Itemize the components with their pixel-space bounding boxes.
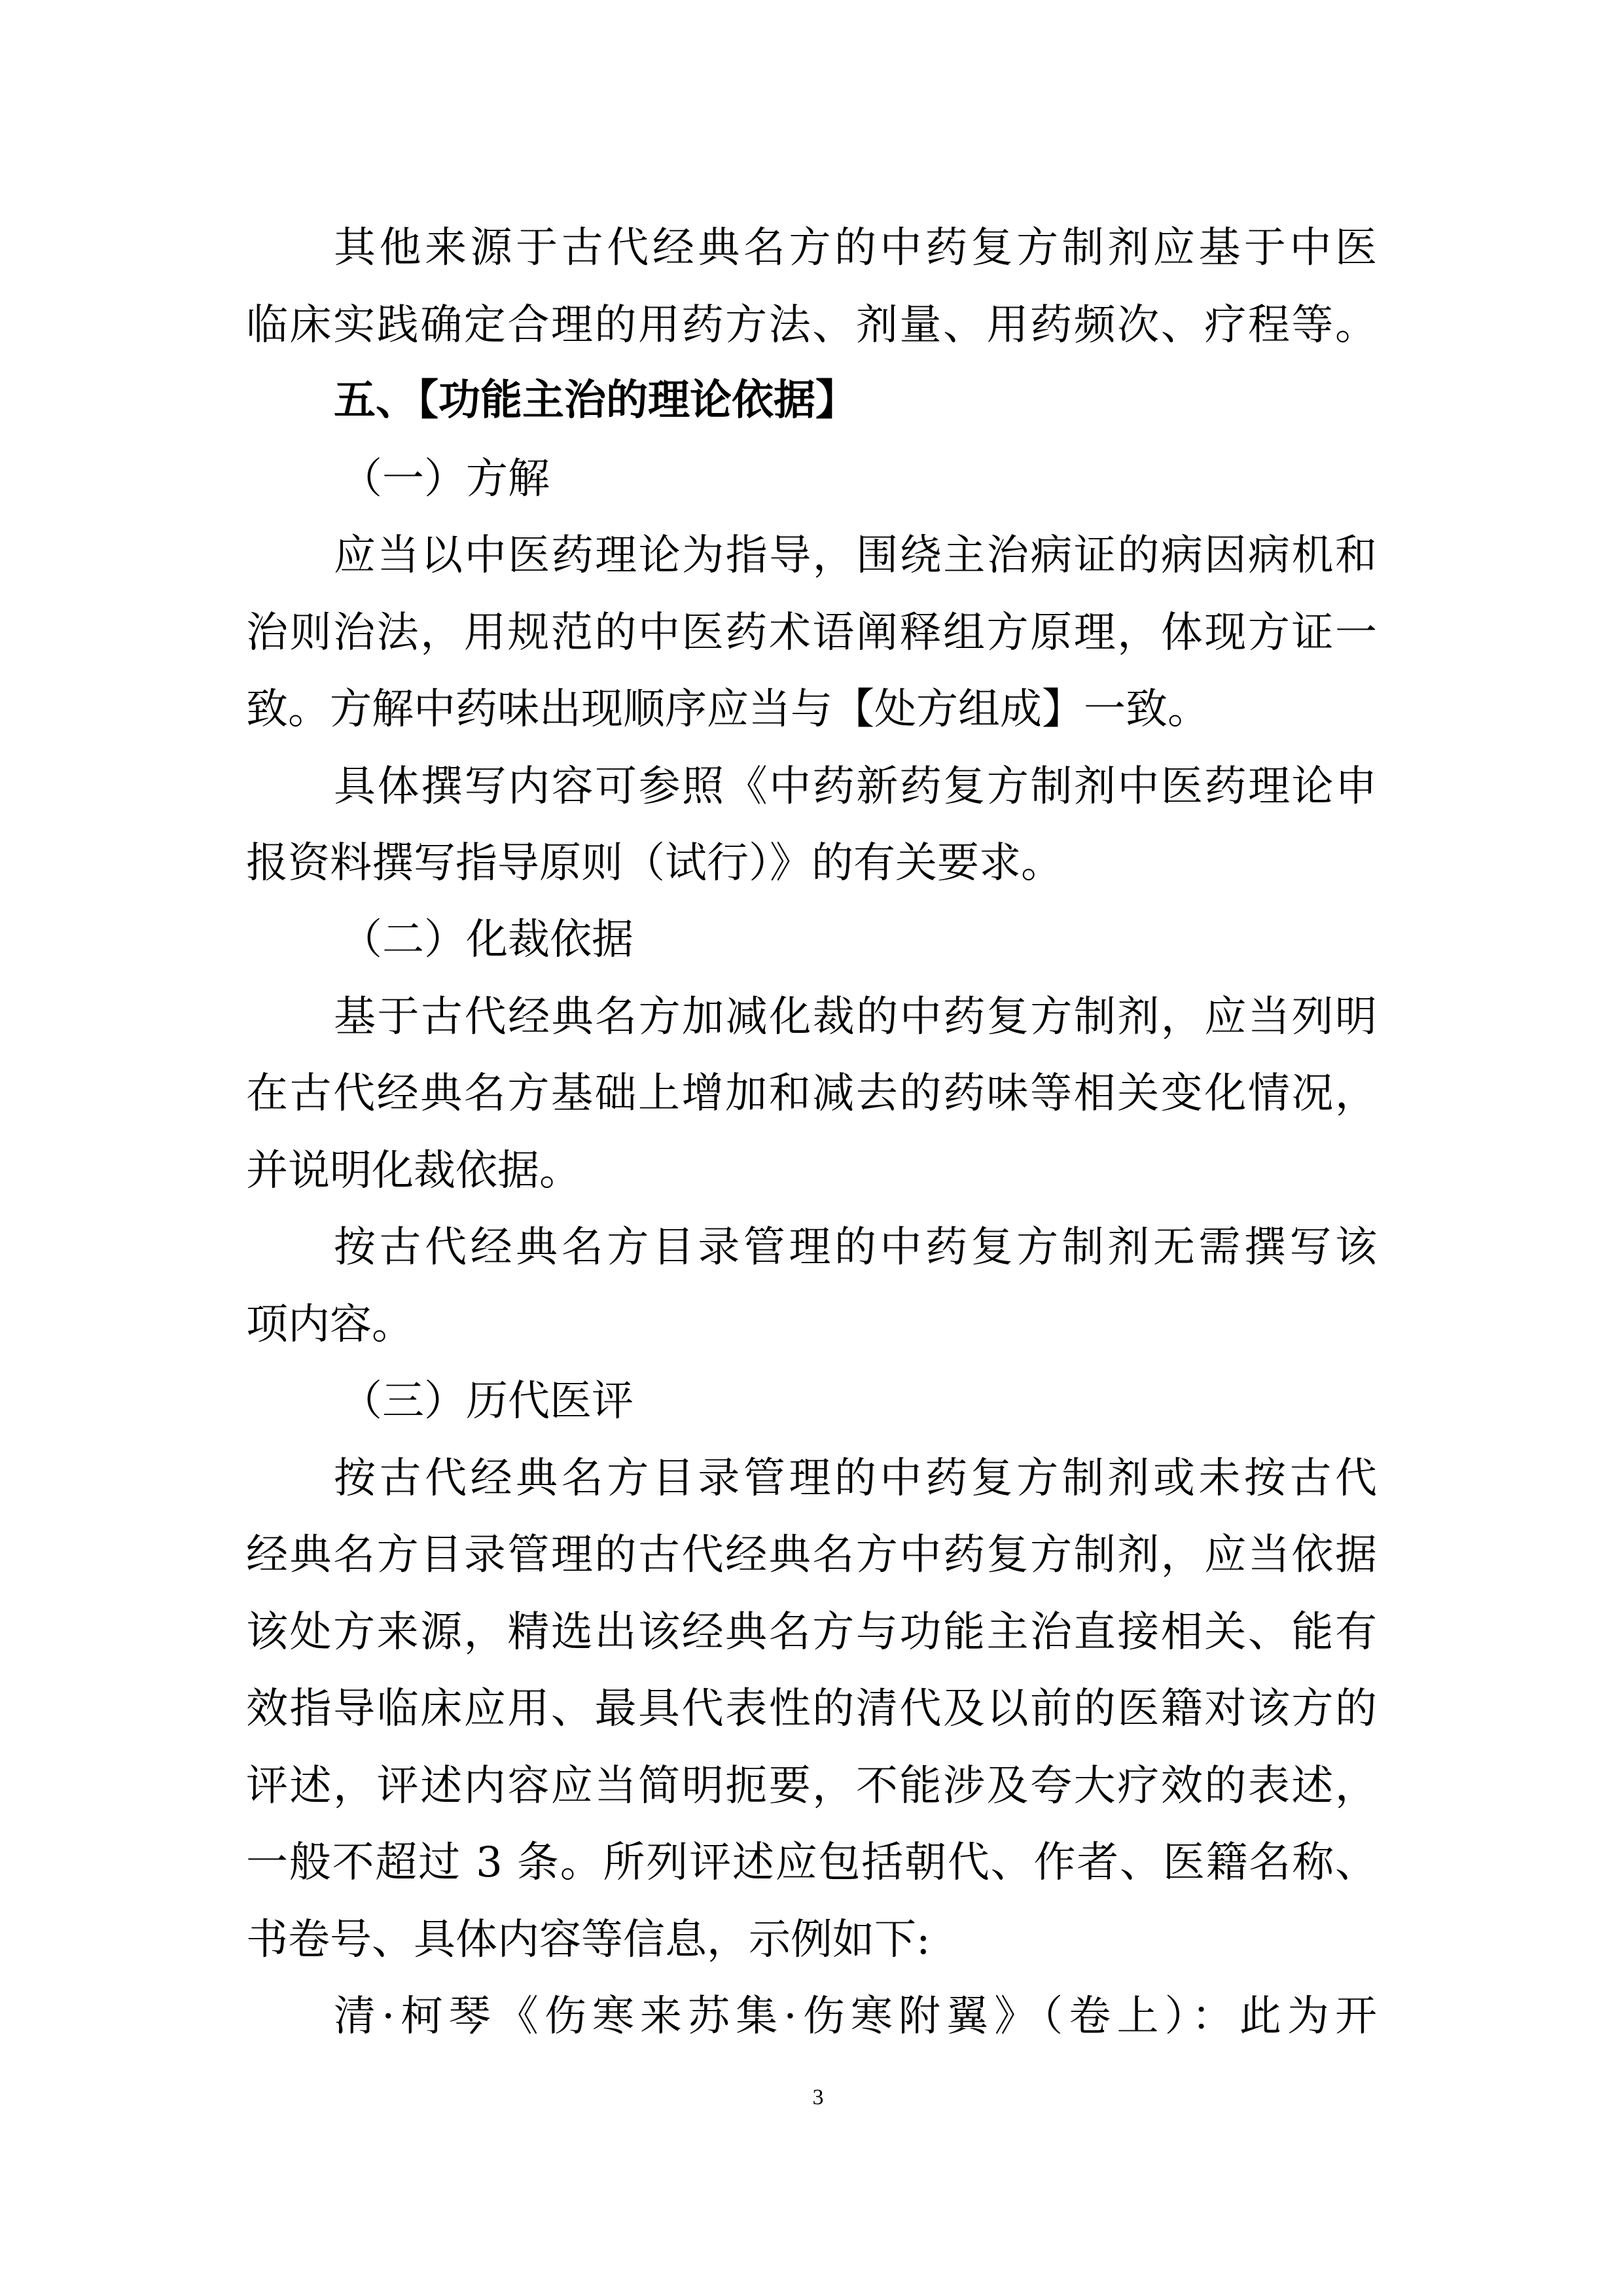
page-number: 3: [812, 2085, 824, 2109]
paragraph-line: 在古代经典名方基础上增加和减去的药味等相关变化情况，: [246, 1069, 1377, 1118]
paragraph-line: 经典名方目录管理的古代经典名方中药复方制剂，应当依据: [246, 1531, 1377, 1579]
paragraph-line: 其他来源于古代经典名方的中药复方制剂应基于中医: [334, 224, 1377, 272]
paragraph-line: 书卷号、具体内容等信息，示例如下:: [246, 1916, 931, 1964]
paragraph-line: 清·柯琴《伤寒来苏集·伤寒附翼》（卷上）：此为开: [334, 1992, 1377, 2041]
paragraph-line: 按古代经典名方目录管理的中药复方制剂或未按古代: [334, 1454, 1377, 1503]
paragraph-line: 按古代经典名方目录管理的中药复方制剂无需撰写该: [334, 1223, 1377, 1272]
paragraph-line: 报资料撰写指导原则（试行）》的有关要求。: [246, 839, 1063, 888]
paragraph-line: 基于古代经典名方加减化裁的中药复方制剂，应当列明: [334, 993, 1377, 1041]
paragraph-line: 该处方来源，精选出该经典名方与功能主治直接相关、能有: [246, 1608, 1377, 1657]
subsection-heading: （二）化裁依据: [340, 916, 633, 964]
section-heading: 五、【功能主治的理论依据】: [334, 376, 857, 425]
subsection-heading: （三）历代医评: [340, 1377, 633, 1426]
paragraph-line: 临床实践确定合理的用药方法、剂量、用药频次、疗程等。: [246, 301, 1377, 350]
subsection-heading: （一）方解: [340, 455, 550, 503]
paragraph-line: 并说明化裁依据。: [246, 1147, 581, 1195]
paragraph-line: 具体撰写内容可参照《中药新药复方制剂中医药理论申: [334, 762, 1377, 811]
paragraph-line: 项内容。: [246, 1300, 414, 1349]
paragraph-line: 治则治法，用规范的中医药术语阐释组方原理，体现方证一: [246, 609, 1377, 657]
paragraph-line: 致。方解中药味出现顺序应当与【处方组成】一致。: [246, 685, 1209, 734]
paragraph-line: 应当以中医药理论为指导，围绕主治病证的病因病机和: [334, 531, 1377, 580]
paragraph-line: 一般不超过 3 条。所列评述应包括朝代、作者、医籍名称、: [246, 1839, 1377, 1887]
paragraph-line: 评述，评述内容应当简明扼要，不能涉及夸大疗效的表述，: [246, 1762, 1377, 1810]
paragraph-line: 效指导临床应用、最具代表性的清代及以前的医籍对该方的: [246, 1685, 1377, 1733]
